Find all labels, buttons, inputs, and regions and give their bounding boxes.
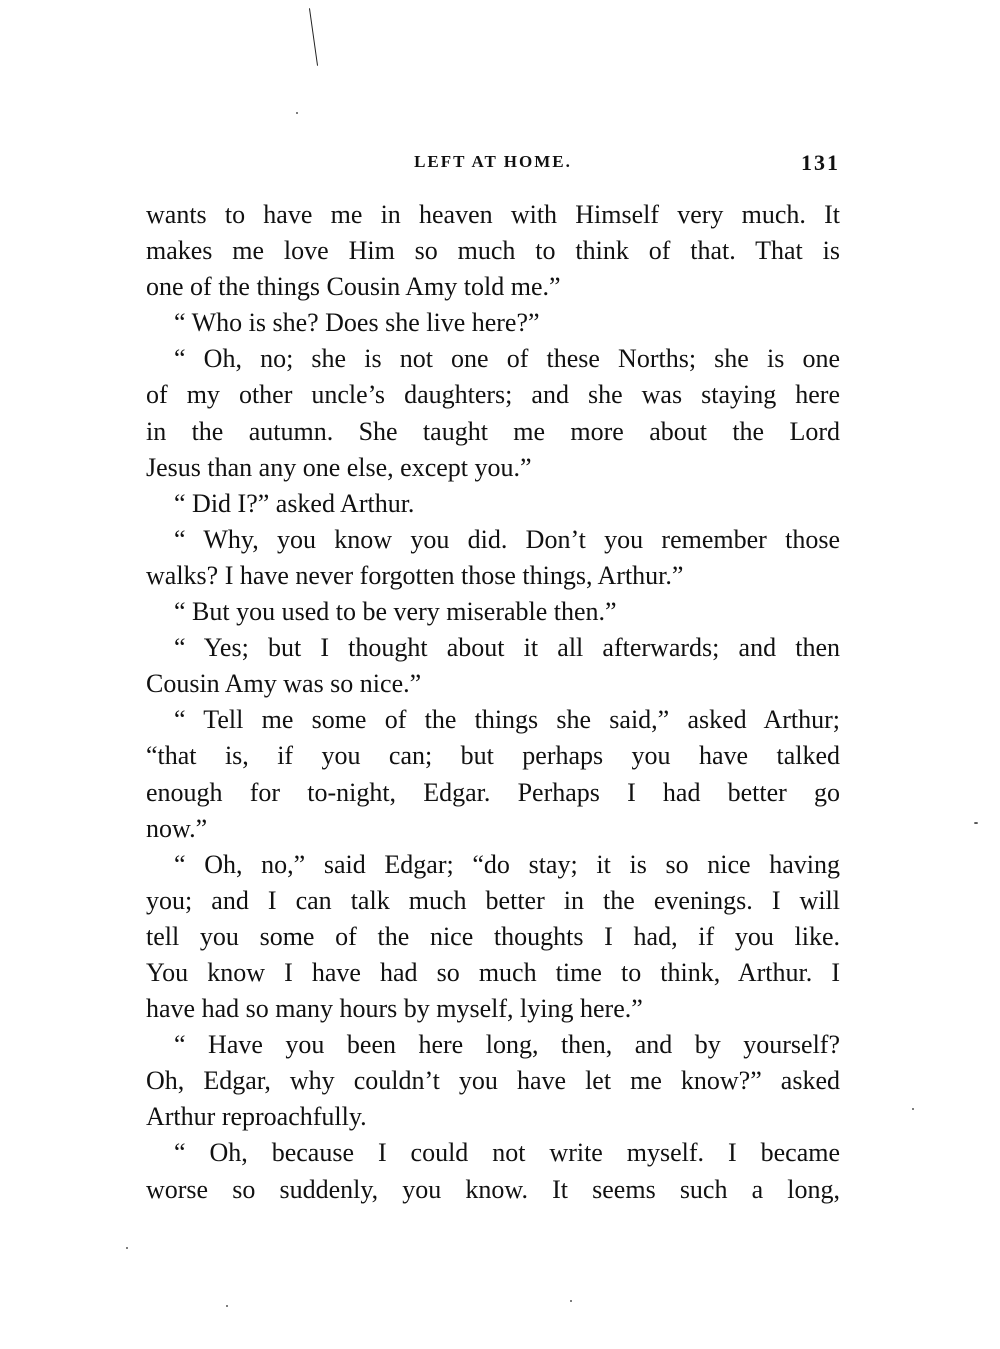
text-line: of my other uncle’s daughters; and she was staying here (146, 380, 840, 410)
text-line: You know I have had so much time to think, Arthur. I (146, 957, 840, 987)
text-line: “ Tell me some of the things she said,” asked Arthur; (174, 705, 840, 735)
text-line: “ Oh, no,” said Edgar; “do stay; it is so nice having (174, 849, 840, 879)
text-line: now.” (146, 813, 208, 843)
text-line: “ Oh, because I could not write myself. I became (174, 1138, 840, 1168)
text-line: makes me love Him so much to think of that. That is (146, 236, 840, 266)
text-line: “ But you used to be very miserable then.” (174, 597, 617, 627)
page-number: 131 (801, 150, 840, 175)
text-line: “ Have you been here long, then, and by yourself? (174, 1030, 840, 1060)
scan-speck (912, 1108, 914, 1110)
text-line: one of the things Cousin Amy told me.” (146, 272, 561, 302)
text-line: Jesus than any one else, except you.” (146, 452, 532, 482)
text-line: worse so suddenly, you know. It seems such a long, (146, 1174, 840, 1204)
scan-speck (974, 822, 978, 824)
body-text (146, 197, 840, 1208)
scan-speck (296, 112, 298, 114)
text-line: have had so many hours by myself, lying here.” (146, 994, 643, 1024)
text-line: you; and I can talk much better in the evenings. I will (146, 885, 840, 915)
text-line: “ Why, you know you did. Don’t you remember those (174, 524, 840, 554)
text-line: wants to have me in heaven with Himself very much. It (146, 200, 840, 229)
text-line: walks? I have never forgotten those things, Arthur.” (146, 560, 684, 590)
text-line: “ Did I?” asked Arthur. (174, 488, 415, 518)
text-line: Oh, Edgar, why couldn’t you have let me know?” asked (146, 1066, 840, 1096)
text-line: “that is, if you can; but perhaps you have talked (146, 741, 840, 771)
scan-artifact-line (309, 8, 318, 66)
running-title: LEFT AT HOME. (414, 152, 572, 171)
scan-speck (126, 1247, 128, 1249)
text-line: “ Who is she? Does she live here?” (174, 308, 540, 338)
text-line: Cousin Amy was so nice.” (146, 669, 422, 699)
text-line: “ Oh, no; she is not one of these Norths; she is one (174, 344, 840, 374)
text-line: “ Yes; but I thought about it all afterwards; and then (174, 633, 840, 663)
text-line: in the autumn. She taught me more about the Lord (146, 416, 840, 446)
scan-speck (226, 1305, 228, 1307)
text-line: Arthur reproachfully. (146, 1102, 367, 1132)
text-line: enough for to-night, Edgar. Perhaps I had better go (146, 777, 840, 807)
scan-speck (570, 1300, 572, 1302)
text-line: tell you some of the nice thoughts I had, if you like. (146, 921, 840, 951)
running-header (146, 152, 840, 182)
